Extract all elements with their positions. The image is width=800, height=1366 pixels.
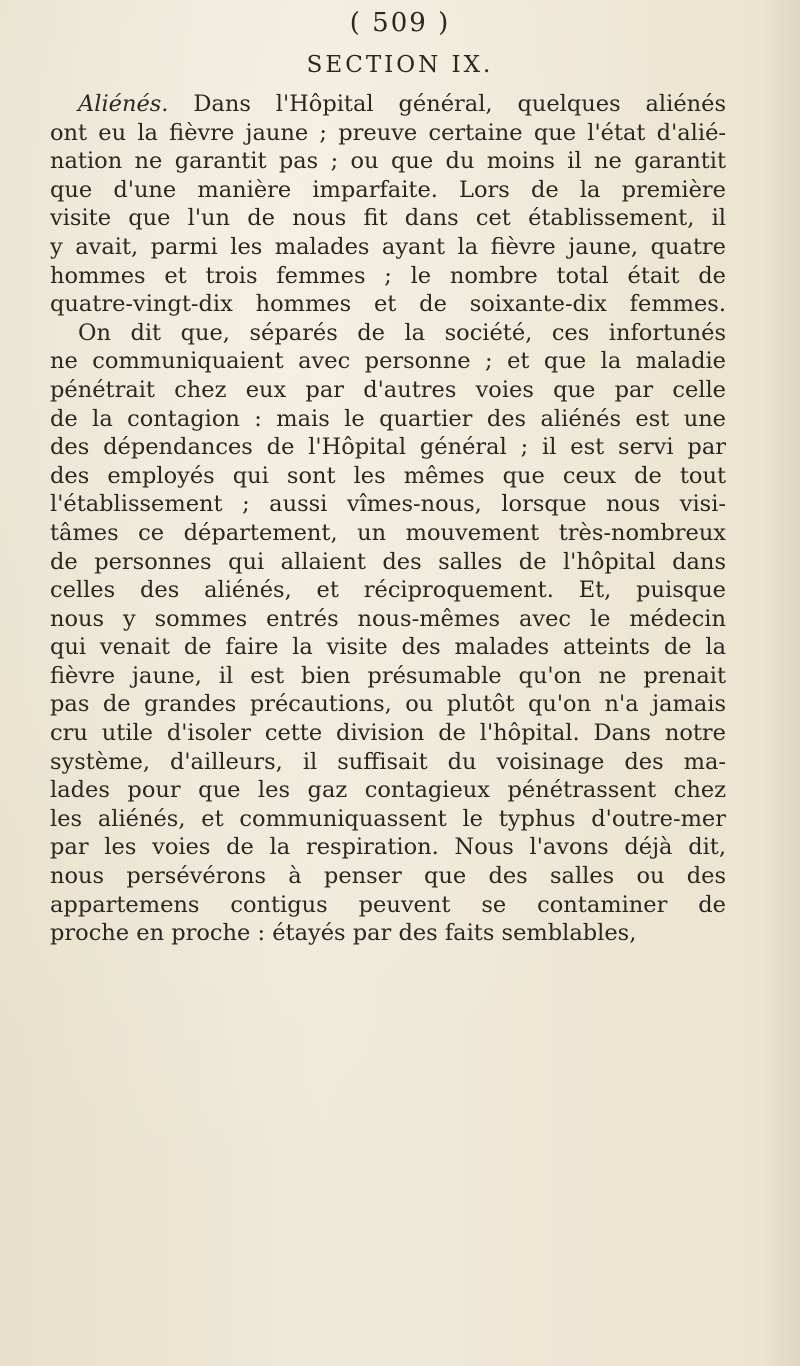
text-line (50, 290, 726, 319)
line-text: par les voies de la respiration. Nous l'avons déjà dit, (50, 834, 726, 861)
line-text: pas de grandes précautions, ou plutôt qu'on n'a jamais (50, 691, 726, 718)
text-line (50, 662, 726, 691)
text-line (50, 776, 726, 805)
line-text: de personnes qui allaient des salles de l'hôpital dans (50, 548, 726, 575)
line-text: qui venait de faire la visite des malades atteints de la (50, 634, 726, 661)
line-text: de la contagion : mais le quartier des aliénés est une (50, 405, 726, 432)
line-text: l'établissement ; aussi vîmes-nous, lorsque nous visi- (50, 491, 726, 518)
text-line (50, 233, 726, 262)
line-text: Dans l'Hôpital général, quelques aliénés (168, 91, 726, 117)
line-text: nous persévérons à penser que des salles ou des (50, 863, 726, 890)
line-text: On dit que, séparés de la société, ces infortunés (78, 319, 726, 346)
text-line (50, 490, 726, 519)
text-line (50, 119, 726, 148)
text-line (50, 90, 726, 119)
marginal-heading: Aliénés. (78, 91, 169, 117)
text-line (50, 576, 726, 605)
text-line (50, 319, 726, 348)
text-line (50, 204, 726, 233)
line-text: cru utile d'isoler cette division de l'hôpital. Dans notre (50, 720, 726, 747)
line-text: quatre-vingt-dix hommes et de soixante-dix femmes. (50, 291, 726, 318)
page-edge-shadow (760, 0, 800, 1366)
line-text: visite que l'un de nous fit dans cet établissement, il (50, 205, 726, 232)
text-line (50, 548, 726, 577)
line-text: tâmes ce département, un mouvement très-nombreux (50, 519, 726, 546)
text-line (50, 862, 726, 891)
text-line (50, 748, 726, 777)
text-line (50, 262, 726, 291)
text-line (50, 376, 726, 405)
text-line (50, 833, 726, 862)
text-line (50, 147, 726, 176)
text-line (50, 719, 726, 748)
page-number: ( 509 ) (349, 8, 451, 38)
text-line (50, 347, 726, 376)
text-line (50, 433, 726, 462)
line-text: celles des aliénés, et réciproquement. Et, puisque (50, 577, 726, 604)
line-text: pénétrait chez eux par d'autres voies que par celle (50, 376, 726, 403)
text-line (50, 176, 726, 205)
line-text: lades pour que les gaz contagieux pénétrassent chez (50, 777, 726, 804)
text-line (50, 405, 726, 434)
line-text: hommes et trois femmes ; le nombre total était de (50, 262, 726, 289)
section-heading: SECTION IX. (306, 52, 494, 78)
line-text: système, d'ailleurs, il suffisait du voisinage des ma- (50, 748, 726, 775)
line-text: des dépendances de l'Hôpital général ; il est servi par (50, 434, 726, 461)
line-text: appartemens contigus peuvent se contaminer de (50, 891, 726, 918)
text-line (50, 891, 726, 920)
text-line (50, 519, 726, 548)
text-line (50, 605, 726, 634)
line-text: des employés qui sont les mêmes que ceux de tout (50, 462, 726, 489)
line-text: ont eu la fièvre jaune ; preuve certaine que l'état d'alié- (50, 119, 726, 146)
line-text: les aliénés, et communiquassent le typhus d'outre-mer (50, 805, 726, 832)
line-text: nation ne garantit pas ; ou que du moins il ne garantit (50, 148, 726, 175)
line-text: proche en proche : étayés par des faits semblables, (50, 920, 637, 947)
line-text: ne communiquaient avec personne ; et que la maladie (50, 348, 726, 375)
line-text: fièvre jaune, il est bien présumable qu'on ne prenait (50, 662, 726, 689)
text-line (50, 805, 726, 834)
line-text: nous y sommes entrés nous-mêmes avec le médecin (50, 605, 726, 632)
text-line (50, 919, 726, 948)
text-line (50, 690, 726, 719)
line-text: que d'une manière imparfaite. Lors de la première (50, 176, 726, 203)
line-text: y avait, parmi les malades ayant la fièvre jaune, quatre (50, 233, 726, 260)
text-line (50, 462, 726, 491)
body-text (50, 90, 726, 948)
text-line (50, 633, 726, 662)
